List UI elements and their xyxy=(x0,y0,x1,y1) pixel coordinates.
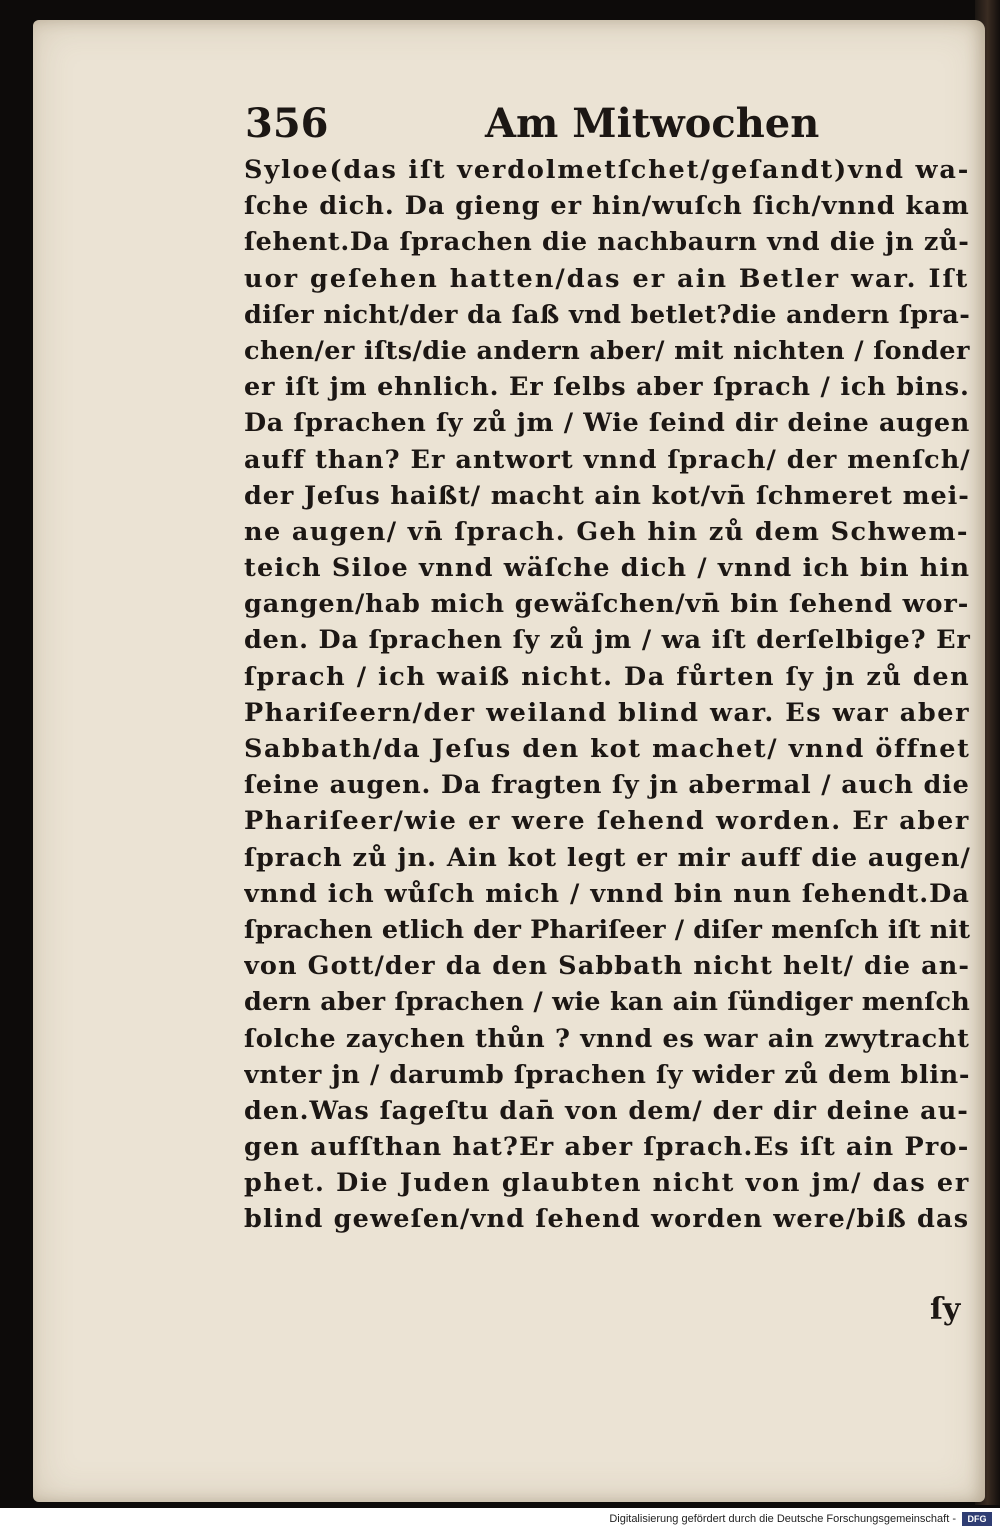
footer-bar xyxy=(0,1508,1000,1530)
text-line: ſehent.Da ſprachen die nachbaurn vnd die jn zů- xyxy=(244,227,970,258)
catchword: ſy xyxy=(930,1292,961,1327)
text-line: den.Was ſageſtu dan̄ von dem/ der dir deine au- xyxy=(244,1095,969,1126)
page-header xyxy=(245,98,820,150)
text-line: ne augen/ vn̄ ſprach. Geh hin zů dem Schwem- xyxy=(244,516,969,547)
text-line: er iſt jm ehnlich. Er ſelbs aber ſprach / ich bins. xyxy=(244,372,970,403)
text-line: vnter jn / darumb ſprachen ſy wider zů dem blin- xyxy=(244,1059,971,1090)
text-line: diſer nicht/der da ſaß vnd betlet?die andern ſpra- xyxy=(244,299,971,330)
text-line: Phariſeer/wie er were ſehend worden. Er aber xyxy=(244,806,971,837)
text-line: gangen/hab mich gewäſchen/vn̄ bin ſehend wor- xyxy=(244,589,970,620)
text-line: gen aufſthan hat?Er aber ſprach.Es iſt ain Pro- xyxy=(244,1132,970,1163)
text-line: ſprach / ich waiß nicht. Da fůrten ſy jn zů den xyxy=(244,661,971,692)
text-line: ſprach zů jn. Ain kot legt er mir auff die augen/ xyxy=(244,842,971,873)
text-line: auff than? Er antwort vnnd ſprach/ der menſch/ xyxy=(244,444,971,475)
text-line: der Jeſus haißt/ macht ain kot/vn̄ ſchmeret mei- xyxy=(244,480,970,511)
text-line: ſprachen etlich der Phariſeer / diſer menſch iſt nit xyxy=(244,914,971,945)
text-line: vnnd ich wůſch mich / vnnd bin nun ſehendt.Da xyxy=(244,878,970,909)
text-line: blind geweſen/vnd ſehend worden were/biß das xyxy=(244,1204,970,1235)
text-line: von Gott/der da den Sabbath nicht helt/ die an- xyxy=(244,951,971,982)
text-line: phet. Die Juden glaubten nicht von jm/ das er xyxy=(244,1168,970,1199)
running-title: Am Mitwochen xyxy=(485,100,820,147)
page-number: 356 xyxy=(245,100,329,147)
text-line: Syloe(das iſt verdolmetſchet/geſandt)vnd wa- xyxy=(244,155,971,185)
text-line: Phariſeern/der weiland blind war. Es war aber xyxy=(244,697,971,728)
text-line: den. Da ſprachen ſy zů jm / wa iſt derſelbige? Er xyxy=(244,625,971,656)
text-line: ſeine augen. Da fragten ſy jn abermal / auch die xyxy=(244,770,970,801)
text-line: ſolche zaychen thůn ? vnnd es war ain zwytracht xyxy=(244,1023,970,1054)
text-line: teich Siloe vnnd wäſche dich / vnnd ich bin hin xyxy=(244,553,971,584)
text-line: uor geſehen hatten/das er ain Betler war. Iſt xyxy=(244,263,970,294)
dfg-logo: DFG xyxy=(962,1512,992,1526)
funding-credit: Digitalisierung gefördert durch die Deutsche Forschungsgemeinschaft - xyxy=(609,1513,956,1525)
text-line: chen/er iſts/die andern aber/ mit nichten / ſonder xyxy=(244,335,970,366)
body-text xyxy=(244,152,974,1238)
text-line: Da ſprachen ſy zů jm / Wie ſeind dir deine augen xyxy=(244,408,970,439)
text-line: ſche dich. Da gieng er hin/wuſch ſich/vnnd kam xyxy=(244,191,970,222)
text-line: dern aber ſprachen / wie kan ain ſündiger menſch xyxy=(244,987,971,1018)
text-line: Sabbath/da Jeſus den kot machet/ vnnd öffnet xyxy=(244,734,971,764)
